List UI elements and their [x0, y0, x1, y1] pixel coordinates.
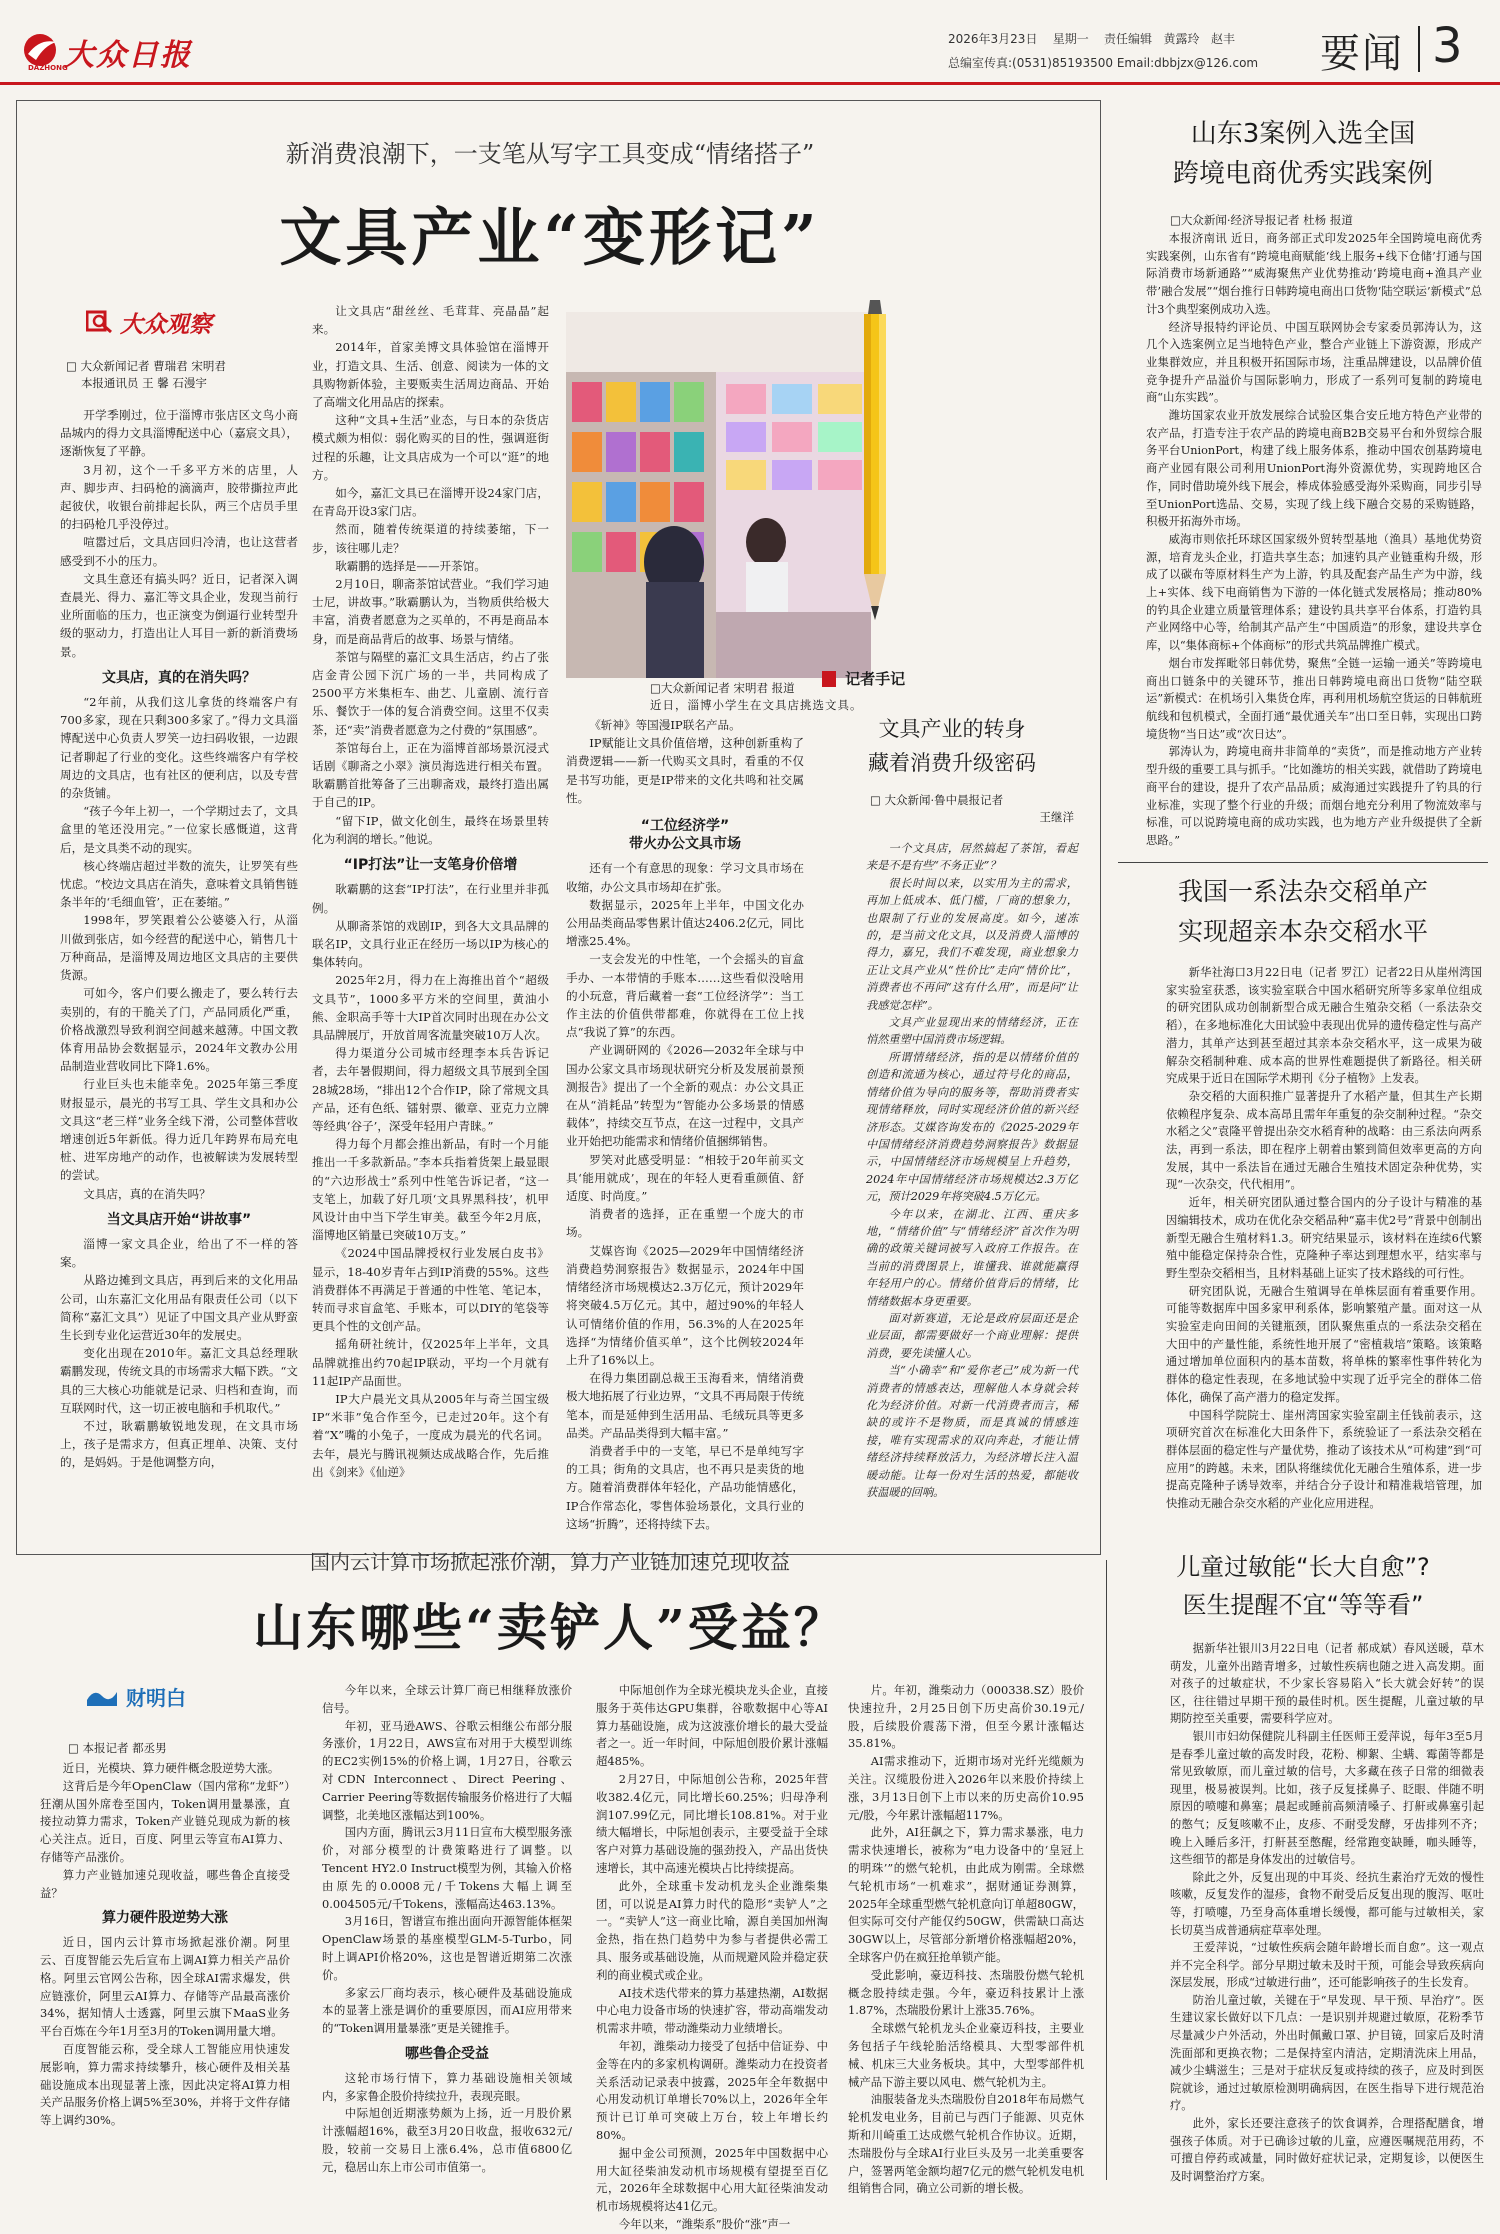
- paragraph: 产业调研网的《2026—2032年全球与中国办公家文具市场现状研究分析及发展前景预测报告》提出了一个全新的观点：办公文具正在从“消耗品”转型为“智能办公多场景的情感载体”，持续交互节点，在这一过程中，文具产业开始把功能需求和情绪价值捆绑销售。: [566, 1043, 804, 1149]
- paragraph: 很长时间以来，以实用为主的需求，再加上低成本、低门槛，厂商的想象力，也限制了行业的发展高度。如今，速冻的，是当前文化文具，以及消费人淄博的得力，嘉兄，我们不难发现，商业想象力正让文具产业从“性价比”走向“情价比”，消费者也不再问“这有什么用”，而是问“让我感觉怎样”。: [866, 876, 1078, 1012]
- paragraph: “留下IP，做文化创生，最终在场景里转化为利润的增长。”他说。: [312, 813, 549, 846]
- lead-column-3: [566, 716, 804, 1533]
- bottom-col1-paras: [40, 1760, 290, 1902]
- paragraph: 据新华社银川3月22日电（记者 郝成斌）春风送暖，草木萌发，儿童外出踏青增多，过敏性疾病也随之进入高发期。面对孩子的过敏症状，不少家长容易陷入“长大就会好转”的误区，往往错过早期干预的最佳时机。医生提醒，儿童过敏的早期防控至关重要，需要科学应对。: [1170, 1642, 1484, 1726]
- paragraph: 从路边摊到文具店，再到后来的文化用品公司，山东嘉汇文化用品有限责任公司（以下简称“嘉汇文具”）见证了中国文具产业从野蛮生长到专业化运营近30年的发展史。: [60, 1273, 298, 1342]
- paragraph: 2月10日，聊斋茶馆试营业。“我们学习迪士尼，讲故事。”耿霸鹏认为，当物质供给极大丰富，消费者愿意为之买单的，不再是商品本身，而是商品背后的故事、场景与情绪。: [312, 577, 549, 646]
- paragraph: 烟台市发挥毗邻日韩优势，聚焦“全链一运输一通关”等跨境电商出口链条中的关键环节，推出日韩跨境电商出口货物“陆空联运”新模式：在机场引入集货仓库，再利用机场航空货运的日韩航班航线和包机模式，全面打通“最优通关车”出口至日韩，实现出口跨境货物“当日达”或“次日达”。: [1146, 656, 1482, 741]
- paragraph: 文具店，真的在消失吗？: [83, 1186, 211, 1201]
- paragraph: 所谓情绪经济，指的是以情绪价值的创造和流通为核心，通过符号化的商品，情绪价值为导向的服务等，帮助消费者实现情绪释放，同时实现经济价值的新兴经济形态。艾媒咨询发布的《2025-2029年中国情绪经济消费趋势洞察报告》数据显示，中国情绪经济市场规模呈上升趋势，2024年中国情绪经济市场规模达2.3万亿元，预计2029年将突破4.5万亿元。: [866, 1050, 1078, 1204]
- right-top-divider: [1118, 862, 1488, 863]
- paragraph: 算力产业链加速兑现收益，哪些鲁企直接受益？: [40, 1867, 290, 1900]
- section-name: 要闻: [1320, 31, 1404, 77]
- paragraph: 近年，相关研究团队通过整合国内的分子设计与精准的基因编辑技术，成功在优化杂交稻品种“嘉丰优2号”背景中创制出新型无融合生殖材料1.3。研究结果显示，该材料在连续6代繁殖中能稳定保持杂合性，克隆种子率达到理想水平，结实率与野生型杂交稻相当，且材料基础上证实了技术路线的可行性。: [1166, 1196, 1482, 1280]
- paragraph: IP赋能让文具价值倍增，这种创新重构了消费逻辑——新一代购买文具时，看重的不仅是书写功能，更是IP带来的文化共鸣和社交属性。: [566, 736, 804, 805]
- right-top-byline: □大众新闻·经济导报记者 杜杨 报道: [1170, 213, 1353, 227]
- commentary-title: [822, 712, 1082, 780]
- magnifier-icon: [86, 308, 114, 334]
- paragraph: 这种“文具+生活”业态，与日本的杂货店模式颇为相似：弱化购买的目的性，强调逛街过程的乐趣，让文具店成为一个可以“逛”的地方。: [312, 413, 549, 482]
- bottom-col2b-paras: [322, 2070, 572, 2177]
- paragraph: 此外，全球重卡发动机龙头企业潍柴集团，可以说是AI算力时代的隐形“卖铲人”之一。“卖铲人”这一商业比喻，源自美国加州淘金热，指在热门趋势中为参与者提供必需工具、服务或基础设施，从而规避风险并稳定获利的商业模式或企业。: [596, 1878, 828, 1982]
- paragraph: 全球燃气轮机龙头企业豪迈科技，主要业务包括子午线轮胎活络模具、大型零部件机械、机床三大业务板块。其中，大型零部件机械产品下游主要以风电、燃气轮机为主。: [848, 2021, 1084, 2089]
- subhead-office-economy-1: “工位经济学”: [640, 818, 730, 835]
- commentary-title-2: 藏着消费升级密码: [868, 751, 1036, 775]
- subhead-hardware-stocks: 算力硬件股逆势大涨: [102, 1910, 228, 1927]
- lead-col1b-paras: [60, 693, 298, 1203]
- paragraph: 中国科学院院士、崖州湾国家实验室副主任钱前表示，这项研究首次在标准化大田条件下，系统验证了一系法杂交稻在群体层面的稳定性与产量优势，推动了该技术从“可构建”到“可应用”的跨越。未来，团队将继续优化无融合生殖体系，进一步提高克隆种子诱导效率，并结合分子设计和精准栽培管理，加快推动无融合杂交水稻的产业化应用进程。: [1166, 1408, 1482, 1511]
- pencil-icon: [842, 300, 912, 636]
- bottom-col1b-paras: [40, 1934, 290, 2130]
- lead-col3-paras: [566, 716, 804, 807]
- right-bottom-title: [1118, 1548, 1488, 1624]
- masthead-rule: [0, 82, 1500, 85]
- right-bottom-title-1: 儿童过敏能“长大自愈”?: [1176, 1553, 1430, 1581]
- paragraph: 此外，家长还要注意孩子的饮食调养，合理搭配膳食，增强孩子体质。对于已确诊过敏的儿童，应遵医嘱规范用药，不可擅自停药或减量，同时做好症状记录，定期复诊，以便医生及时调整治疗方案。: [1170, 2117, 1484, 2183]
- stationery-shop-photo: [566, 312, 871, 678]
- paragraph: 文具生意还有搞头吗？近日，记者深入调查晨光、得力、嘉汇等文具企业，发现当前行业所面临的压力，也正演变为倒逼行业转型升级的驱动力，打造出让人耳目一新的新消费场景。: [60, 571, 298, 659]
- right-mid-title: [1118, 872, 1488, 952]
- paragraph: 耿霸鹏的选择是——开茶馆。: [335, 558, 486, 573]
- right-mid-title-2: 实现超亲本杂交稻水平: [1177, 917, 1428, 946]
- proof-name: 赵丰: [1210, 32, 1235, 46]
- right-bottom-body: [1170, 1640, 1484, 2185]
- lead-byline: [66, 358, 296, 392]
- paragraph: 年初，潍柴动力接受了包括中信证券、中金等在内的多家机构调研。潍柴动力在投资者关系活动记录表中披露，2025年全年数据中心用发动机订单增长70%以上，2026年全年预计已订单可突破上万台，较上年增长约80%。: [596, 2038, 828, 2142]
- paragraph: 银川市妇幼保健院儿科副主任医师王爱萍说，每年3至5月是春季儿童过敏的高发时段，花粉、柳絮、尘螨、霉菌等都是常见致敏原，而儿童过敏的信号，大多藏在孩子日常的细微表现里，极易被误判。比如，孩子反复揉鼻子、眨眼、伴随不明原因的喷嚏和鼻塞；晨起或睡前高频清嗓子、打鼾或鼻塞引起的憋气；反复咳嗽不止，皮疹、不耐受发酵，牙齿排列不齐；晚上入睡后多汗，打鼾甚至憋醒，经常跑变缺睡，咖头睡等，这些细节的都是身体发出的过敏信号。: [1170, 1729, 1484, 1867]
- paragraph: 2025年2月，得力在上海推出首个“超级文具节”，1000多平方米的空间里，黄油小熊、金职高手等十大IP首次同时出现在办公文具品牌展厅，开放首周客流量突破10万人次。: [312, 973, 549, 1042]
- paragraph: 今年以来，在湖北、江西、重庆多地，“情绪价值”与“情绪经济”首次作为明确的政策关键词被写入政府工作报告。在当前的消费图景上，谁懂我、谁就能赢得年轻用户的心。情绪价值背后的情绪，比情绪数据本身更重要。: [866, 1207, 1078, 1308]
- paragraph: “2年前，从我们这儿拿货的终端客户有700多家，现在只剩300多家了。”得力文具淄博配送中心负责人罗笑一边扫码收银，一边跟记者聊起了行业的变化。这些终端客户有学校周边的文具店，也有社区的便利店，以及专营的杂货铺。: [60, 695, 298, 801]
- paragraph: 近日，光模块、算力硬件概念股逆势大涨。: [62, 1761, 280, 1775]
- issue-weekday: 星期一: [1052, 32, 1089, 46]
- paragraph: 年初，亚马逊AWS、谷歌云相继公布部分服务涨价，1月22日，AWS宣布对用于大模型训练的EC2实例15%的价格上调，1月27日，谷歌云对CDN Interconnect、Direct Peering、Carrier Peering等数据传输服务价格进行了大幅调整，北美地区涨幅达到100%。: [322, 1718, 572, 1822]
- paragraph: “孩子今年上初一，一个学期过去了，文具盒里的笔还没用完。”一位家长感慨道，这背后，是文具类不动的现实。: [60, 804, 298, 855]
- lead-col2b-paras: [312, 880, 549, 1481]
- paragraph: 一支会发光的中性笔，一个会摇头的盲盒手办、一本带情的手账本……这些看似没啥用的小玩意，背后藏着一套“工位经济学”：当工作主法的价值供带都难，你就得在工位上找点“我说了算”的东西。: [566, 952, 804, 1040]
- subhead-office-economy-2: 带火办公文具市场: [629, 836, 741, 853]
- right-top-title: [1118, 114, 1488, 194]
- photo-caption-text: 近日，淄博小学生在文具店挑选文具。: [650, 698, 863, 712]
- column-logo-text: 大众观察: [120, 311, 212, 338]
- bottom-vertical-divider: [1106, 1560, 1107, 2180]
- masthead-contact: 总编室传真:(0531)85193500 Email:dbbjzx@126.com: [948, 56, 1259, 70]
- logo-emblem-icon: [22, 32, 62, 68]
- paragraph: 3月初，这个一千多平方米的店里，人声、脚步声、扫码枪的滴滴声，胶带撕拉声此起彼伏，收银台前排起长队，两三个店员手里的扫码枪几乎没停过。: [60, 462, 298, 532]
- subhead-store-vanishing: 文具店，真的在消失吗？: [102, 669, 256, 686]
- paragraph: 还有一个有意思的现象：学习文具市场在收缩，办公文具市场却在扩张。: [566, 861, 804, 894]
- bottom-column-logo-text: 财明白: [126, 1686, 186, 1710]
- paragraph: 2月27日，中际旭创公告称，2025年营收382.4亿元，同比增长60.25%；归母净利润107.99亿元，同比增长108.81%。对于业绩大幅增长，中际旭创表示，主要受益于全球客户对算力基础设施的强劲投入，产品出货快速增长，其中高速光模块占比持续提高。: [596, 1771, 828, 1875]
- commentary-title-1: 文具产业的转身: [878, 717, 1026, 741]
- paragraph: 今年以来，“潍柴系”股价“涨”声一: [618, 2216, 791, 2231]
- paragraph: 郭涛认为，跨境电商井非简单的“卖货”，而是推动地方产业转型升级的重要工具与抓手。“比如潍坊的相关实践，就借助了跨境电商平台的建设，提升了农产品品质；威海通过实践提升了钓具的行业标准，实现了整个行业的升级；而烟台地充分利用了物流效率与标准，可以说跨境电商的成功实践，也为地方产业升级提供了全新思路。”: [1146, 745, 1482, 847]
- paragraph: 这轮市场行情下，算力基础设施相关领域内，多家鲁企股价持续拉升，表现亮眼。: [322, 2070, 572, 2103]
- paragraph: 文具产业显现出来的情绪经济，正在悄然重塑中国消费市场逻辑。: [866, 1016, 1078, 1047]
- paragraph: 一个文具店，居然搞起了茶馆，看起来是不是有些“不务正业”？: [866, 842, 1078, 873]
- bottom-column-2: [322, 1682, 572, 2177]
- paragraph: 中际旭创近期涨势颇为上扬，近一月股价累计涨幅超16%，截至3月20日收盘，报收632元/股，较前一交易日上涨6.4%，总市值6800亿元，稳居山东上市公司市值第一。: [322, 2106, 572, 2174]
- paragraph: 如今，嘉汇文具已在淄博开设24家门店，在青岛开设3家门店。: [312, 486, 549, 519]
- subhead-beneficiaries: 哪些鲁企受益: [405, 2045, 489, 2062]
- bottom-column-4: [848, 1682, 1084, 2198]
- paragraph: 消费者的选择，正在重塑一个庞大的市场。: [566, 1207, 804, 1240]
- paragraph: 《2024中国品牌授权行业发展白皮书》显示，18-40岁青年占到IP消费的55%。这些消费群体不再满足于普通的中性笔、笔记本，转而寻求盲盒笔、手账本，可以DIY的笔袋等更具个性的文创产品。: [312, 1246, 549, 1334]
- bottom-kicker: 国内云计算市场掀起涨价潮，算力产业链加速兑现收益: [310, 1550, 790, 1574]
- paragraph: 罗笑对此感受明显：“相较于20年前买文具‘能用就成’，现在的年轻人更看重颜值、舒适度、时尚度。”: [566, 1152, 804, 1204]
- paragraph: AI技术迭代带来的算力基建热潮，AI数据中心电力设备市场的快速扩容，带动高端发动机需求井喷，带动潍柴动力业绩增长。: [596, 1985, 828, 2036]
- paragraph: 掘中金公司预测，2025年中国数据中心用大缸径柴油发动机市场规模有望提至百亿元，2026年全球数据中心用大缸径柴油发动机市场规模将达41亿元。: [596, 2145, 828, 2214]
- paragraph: IP大户晨光文具从2005年与奇兰国宝级IP“米菲”兔合作至今，已走过20年。这个有着“X”嘴的小兔子，一度成为晨光的代名词。去年，晨光与腾讯视频达成战略合作，先后推出《剑来》《仙逆》: [312, 1391, 549, 1479]
- paragraph: 行业巨头也未能幸免。2025年第三季度财报显示，晨光的书写工具、学生文具和办公文具这“老三样”业务全线下滑，公司整体营收增速创近5年新低。得力近几年跨界布局充电桩、进军房地产的动作，也被解读为发展转型的尝试。: [60, 1077, 298, 1183]
- paragraph: 除此之外，反复出现的中耳炎、经抗生素治疗无效的慢性咳嗽，反复发作的湿疹，食物不耐受后反复出现的腹泻、呕吐等，打喷嚏，乃至身高体重增长缓慢，都可能与过敏相关，家长切莫当成普通病症草率处理。: [1170, 1870, 1484, 1937]
- commentary-byline: [870, 792, 1080, 826]
- bottom-col2-paras: [322, 1682, 572, 2038]
- paragraph: 核心终端店超过半数的流失，让罗笑有些忧虑。“校边文具店在消失，意味着文具销售链条半年的‘毛细血管’，正在萎缩。”: [60, 858, 298, 910]
- paragraph: 杂交稻的大面积推广显著提升了水稻产量，但其生产长期依赖程序复杂、成本高昂且需年年重复的杂交制种过程。“杂交水稻之父”袁隆平曾提出杂交水稻育种的战略：由三系法向两系法，再到一系法，即在程序上朝着由繁到简但效率更高的方向发展，其中一系法旨在通过无融合生殖技术固定杂种优势，实现“一次杂交，代代相用”。: [1166, 1089, 1482, 1192]
- paragraph: 多家云厂商均表示，核心硬件及基础设施成本的显著上涨是调价的重要原因，而AI应用带来的“Token调用量暴涨”更是关键推手。: [322, 1985, 572, 2036]
- subhead-storytelling: 当文具店开始“讲故事”: [106, 1211, 252, 1228]
- commentary-label: [822, 668, 905, 692]
- masthead-meta: [948, 30, 1235, 47]
- lead-col1c-paras: [60, 1235, 298, 1472]
- page-number: 3: [1432, 18, 1463, 74]
- paragraph: 防治儿童过敏，关键在于“早发现、早干预、早治疗”。医生建议家长做好以下几点：一是识别并规避过敏原，花粉季节尽量减少户外活动，外出时佩戴口罩、护目镜，回家后及时清洗面部和更换衣物；二是保持室内清洁，定期清洗床上用品，减少尘螨滋生；三是对于症状反复或持续的孩子，应及时到医院就诊，通过过敏原检测明确病因，在医生指导下进行规范治疗。: [1170, 1993, 1484, 2113]
- paragraph: 《斩神》等国漫IP联名产品。: [589, 718, 741, 732]
- paragraph: 面对新赛道，无论是政府层面还是企业层面，都需要做好一个商业理解：提供消费，要先读懂人心。: [866, 1311, 1078, 1360]
- commentary-body: [866, 840, 1078, 1501]
- lead-column-1: [60, 406, 298, 1472]
- subhead-ip-strategy: “IP打法”让一支笔身价倍增: [343, 857, 518, 874]
- paragraph: 摇角研社统计，仅2025年上半年，文具品牌就推出约70起IP联动，平均一个月就有11起IP产品面世。: [312, 1337, 549, 1388]
- paragraph: 得力渠道分公司城市经理李本兵告诉记者，去年暑假期间，得力超级文具节展到全国28城28场，“排出12个合作IP，除了常规文具产品，还有色纸、镭射票、徽章、亚克力立牌等经典‘谷子’，深受年轻用户青睐。”: [312, 1046, 549, 1133]
- paragraph: 从聊斋茶馆的戏剧IP，到各大文具品牌的联名IP，文具行业正在经历一场以IP为核心的集体转向。: [312, 918, 549, 970]
- paragraph: 开学季刚过，位于淄博市张店区文鸟小商品城内的得力文具淄博配送中心（嘉宸文具），逐渐恢复了平静。: [60, 408, 298, 459]
- column-logo: [86, 306, 256, 336]
- paragraph: 国内方面，腾讯云3月11日宣布大模型服务涨价，对部分模型的计费策略进行了调整。以Tencent HY2.0 Instruct模型为例，其输入价格由原先的0.0008元/千Tokens大幅上调至0.004505元/千Tokens，涨幅高达463.13%。: [322, 1825, 572, 1911]
- lead-col3b-paras: [566, 859, 804, 1533]
- wave-icon: [86, 1686, 118, 1708]
- paragraph: 片。年初，潍柴动力（000338.SZ）股价快速拉升，2月25日创下历史高价30.19元/股，后续股价震荡下滑，但至今累计涨幅达35.81%。: [848, 1683, 1084, 1751]
- photo-credit: □大众新闻记者 宋明君 报道: [650, 681, 795, 695]
- lead-col2-paras: [312, 302, 549, 848]
- section-divider: [1418, 26, 1420, 72]
- paragraph: 在得力集团副总裁王玉海看来，情绪消费极大地拓展了行业边界，“文具不再局限于传统笔本，而是延伸到生活用品、毛绒玩具等更多品类。产品品类得到大幅丰富。”: [566, 1371, 804, 1440]
- paragraph: 本报济南讯 近日，商务部正式印发2025年全国跨境电商优秀实践案例，山东省有“跨境电商赋能‘线上服务+线下仓储’打通与国际消费市场新通路”“威海聚焦产业优势推动‘跨境电商+渔具产业带’融合发展”“烟台推行日韩跨境电商出口货物‘陆空联运’新模式”总计3个典型案例成功入选。: [1146, 232, 1482, 316]
- paragraph: 茶馆与隔壁的嘉汇文具生活店，约占了张店金青公园下沉广场的一半，共同构成了2500平方米集柜车、曲艺、儿童剧、流行音乐、餐饮于一体的复合消费空间。这里不仅卖茶，还“卖”消费者愿意为之付费的“氛围感”。: [312, 649, 549, 737]
- paragraph: 研究团队说，无融合生殖调导在单株层面有着重要作用。可能等数据库中国多家甲利系体，影响繁殖产量。面对这一从实验室走向田间的关键瓶颈，团队聚焦重点的一系法杂交稻在大田中的产量性能，系统性地开展了“密植栽培”策略。该策略通过增加单位面积内的基本苗数，将单株的繁率性事件转化为群体的稳定性表现，在多地试验中实现了近乎完全的群体二倍体化，确保了高产潜力的稳定发挥。: [1166, 1284, 1482, 1404]
- paragraph: 百度智能云称，受全球人工智能应用快速发展影响，算力需求持续攀升，核心硬件及相关基础设施成本出现显著上涨，因此决定将AI算力相关产品服务价格上调5%至30%，并将于文件存储等上调约30%。: [40, 2041, 290, 2128]
- commentary-byline-1: □ 大众新闻·鲁中晨报记者: [870, 793, 1004, 807]
- commentary-marker-icon: [822, 671, 836, 687]
- paragraph: 让文具店“甜丝丝、毛茸茸、亮晶晶”起来。: [312, 304, 549, 337]
- lead-byline-2: 本报通讯员 王 馨 石漫宇: [80, 376, 207, 390]
- lead-kicker: 新消费浪潮下，一支笔从写字工具变成“情绪搭子”: [285, 140, 815, 168]
- right-top-body: [1146, 230, 1482, 850]
- paragraph: 受此影响，豪迈科技、杰瑞股份燃气轮机概念股持续走强。今年，豪迈科技累计上涨1.87%，杰瑞股份累计上涨35.76%。: [848, 1967, 1084, 2018]
- paragraph: 经济导报特约评论员、中国互联网协会专家委员郭涛认为，这几个入选案例立足当地特色产业，整合产业链上下游资源，形成产业集群效应，并且积极开拓国际市场，注重品牌建设，以品牌价值竞争提升产品溢价与国际影响力，形成了一系列可复制的跨境电商“山东实践”。: [1146, 320, 1482, 405]
- paragraph: 可如今，客户们要么搬走了，要么转行去卖别的，有的干脆关了门，产品同质化严重，价格战激烈导致利润空间越来越薄。中国文教体育用品协会数据显示，2024年文教办公用品制造业营收同比下降1.6%。: [60, 986, 298, 1074]
- paragraph: 数据显示，2025年上半年，中国文化办公用品类商品零售累计值达2406.2亿元，同比增涨25.4%。: [566, 897, 804, 949]
- editor-name: 黄露玲: [1163, 32, 1200, 46]
- logo-text: 大众日报: [64, 38, 192, 73]
- paragraph: 1998年，罗笑跟着公公婆婆入行，从淄川做到张店，如今经营的配送中心，销售几十万种商品，是淄博及周边地区文具店的主要供货源。: [60, 913, 298, 983]
- right-top-title-1: 山东3案例入选全国: [1190, 119, 1416, 149]
- paragraph: AI需求推动下，近期市场对光纤光缆颇为关注。汉缆股份进入2026年以来股价持续上涨，3月13日创下上市以来的历史高价10.95元/股，今年累计涨幅超117%。: [848, 1754, 1084, 1822]
- paragraph: 今年以来，全球云计算厂商已相继释放涨价信号。: [322, 1683, 572, 1715]
- paragraph: 变化出现在2010年。嘉汇文具总经理耿霸鹏发现，传统文具的市场需求大幅下跌。“文具的三大核心功能就是记录、归档和查询，而互联网时代，这一切正被电脑和手机取代。”: [60, 1346, 298, 1415]
- subhead-office-economy: [566, 817, 804, 853]
- right-bottom-title-2: 医生提醒不宜“等等看”: [1182, 1591, 1424, 1619]
- bottom-column-1: [40, 1760, 290, 2130]
- issue-date: 2026年3月23日: [948, 32, 1038, 46]
- paragraph: 当“小确幸”和“爱你老己”成为新一代消费者的情感表达，理解他人本身就会转化为经济价值。对新一代消费者而言，稀缺的或许不是物质，而是真诚的情感连接，唯有实现需求的双向奔赴，才能让情绪经济持续释放活力，为经济增长注入温暖动能。让每一份对生活的热爱，都能收获温暖的回响。: [866, 1364, 1078, 1500]
- paragraph: 消费者手中的一支笔，早已不是单纯写字的工具；街角的文具店，也不再只是卖货的地方。随着消费群体年轻化，产品功能情感化，IP合作常态化，零售体验场景化，文具行业的这场“折腾”，还将持续下去。: [566, 1443, 804, 1531]
- paragraph: 耿霸鹏的这套“IP打法”，在行业里并非孤例。: [312, 882, 549, 915]
- paragraph: 此外，AI狂飙之下，算力需求暴涨，电力需求快速增长，被称为“电力设备中的‘皇冠上的明珠’”的燃气轮机，由此成为刚需。全球燃气轮机市场“一机难求”，据财通证券测算，2025年全球重型燃气轮机意向订单超80GW，但实际可交付产能仅约50GW，供需缺口高达30GW以上，尽管部分新增价格涨幅超20%，全球客户仍在疯狂抢单锁产能。: [848, 1825, 1084, 1964]
- paragraph: 2014年，首家美博文具体验馆在淄博开业，打造文具、生活、创意、阅读为一体的文具购物新体验，主要贩卖生活周边商品、开始了高端文化用品店的探索。: [312, 340, 549, 410]
- lead-byline-1: □ 大众新闻记者 曹瑞君 宋明君: [66, 359, 226, 373]
- bottom-byline: □ 本报记者 都丞男: [68, 1741, 167, 1755]
- paragraph: 淄博一家文具企业，给出了不一样的答案。: [60, 1236, 298, 1270]
- paragraph: 茶馆每台上，正在为淄博首部场景沉浸式话剧《聊斋之小翠》演员海选进行相关布置。耿霸鹏首批筹备了三出聊斋戏，最终打造出属于自己的IP。: [312, 740, 549, 810]
- paragraph: 不过，耿霸鹏敏锐地发现，在文具市场上，孩子是需求方，但真正埋单、决策、支付的，是妈妈。于是他调整方向，: [60, 1418, 298, 1470]
- paragraph: 油服装备龙头杰瑞股份自2018年布局燃气轮机发电业务，目前已与西门子能源、贝克休斯和川崎重工达成燃气轮机合作协议。近期，杰瑞股份与全球AI行业巨头及另一北美重要客户，签署两笔金额均超7亿元的燃气轮机发电机组销售合同，确立公司新的增长极。: [848, 2092, 1084, 2196]
- editor-label: 责任编辑: [1104, 32, 1153, 46]
- paragraph: 这背后是今年OpenClaw（国内常称“龙虾”）狂潮从国外席卷至国内，Token调用量暴涨，直接拉动算力需求，Token产业链兑现成为新的核心关注点。近日，百度、阿里云等宣布AI算力、存储等产品涨价。: [40, 1778, 290, 1864]
- commentary-label-text: 记者手记: [845, 670, 906, 688]
- paragraph: 艾媒咨询《2025—2029年中国情绪经济消费趋势洞察报告》数据显示，2024年中国情绪经济市场规模达2.3万亿元，预计2029年将突破4.5万亿元。其中，超过90%的年轻人认可情绪价值的作用，56.3%的人在2025年选择“为情绪价值买单”，这个比例较2024年上升了16%以上。: [566, 1243, 804, 1367]
- lead-column-2: [312, 302, 549, 1481]
- lead-title: 文具产业“变形记”: [279, 201, 821, 274]
- pencil-graphic: [842, 300, 912, 636]
- right-mid-body: [1166, 964, 1482, 1513]
- lead-photo: [566, 312, 871, 678]
- paragraph: 新华社海口3月22日电（记者 罗江）记者22日从崖州湾国家实验室获悉，该实验室联合中国水稻研究所等多家单位组成的研究团队成功创制新型合成无融合生殖杂交稻（一系法杂交稻），在多地标准化大田试验中表现出优异的遗传稳定性与高产潜力，其单产达到甚至超过其亲本杂交稻水平，这一成果为破解杂交稻制种难、成本高的世界性难题提供了新路径。相关研究成果于近日在国际学术期刊《分子植物》上发表。: [1166, 966, 1482, 1086]
- bottom-title: 山东哪些“卖铲人”受益？: [253, 1598, 847, 1657]
- paragraph: 潍坊国家农业开放发展综合试验区集合安丘地方特色产业带的农产品，打造专注于农产品的跨境电商B2B交易平台和外贸综合服务平台UnionPort，构建了线上服务体系，推动中国农创基跨境电商产业园有限公司利用UnionPort海外资源优势，实现跨地区合作，同时借助境外线下展会，棒成体验感受海外采购商，同步引导至UnionPort选品、交易，实现了线上线下融合交易的采购链路，积极开拓海外市场。: [1146, 409, 1482, 529]
- right-top-title-2: 跨境电商优秀实践案例: [1172, 159, 1433, 189]
- newspaper-logo: [22, 30, 202, 73]
- paragraph: 近日，国内云计算市场掀起涨价潮。阿里云、百度智能云先后宣布上调AI算力相关产品价格。阿里云官网公告称，因全球AI需求爆发，供应链涨价，阿里云AI算力、存储等产品最高涨价34%，据知情人士透露，阿里云旗下MaaS业务平台百炼在今年1月至3月的Token调用量大增。: [40, 1935, 290, 2039]
- bottom-column-3: [596, 1682, 828, 2234]
- paragraph: 得力每个月都会推出新品，有时一个月能推出一千多款新品。”李本兵指着货架上最显眼的“六边形战士”系列中性笔告诉记者，“这一支笔上，加载了好几项‘文具界黑科技’，机甲风设计由中当下学生审美。截至今年2月底，淄博地区销量已突破10万支。”: [312, 1137, 549, 1243]
- paragraph: 中际旭创作为全球光模块龙头企业，直接服务于英伟达GPU集群，谷歌数据中心等AI算力基础设施，成为这波涨价增长的最大受益者之一。近一年时间，中际旭创股价累计涨幅超485%。: [596, 1683, 828, 1769]
- right-mid-title-1: 我国一系法杂交稻单产: [1177, 877, 1428, 906]
- masthead: [0, 0, 1500, 78]
- paragraph: 3月16日，智谱宣布推出面向开源智能体框架OpenClaw场景的基座模型GLM-5-Turbo，同时上调API价格20%，这也是智谱近期第二次涨价。: [322, 1914, 572, 1982]
- commentary-byline-2: 王继洋: [1039, 810, 1074, 824]
- paragraph: 王爱萍说，“过敏性疾病会随年龄增长而自愈”。这一观点并不完全科学。部分早期过敏未及时干预，可能会导致疾病向深层发展，形成“过敏进行曲”，还可能影响孩子的生长发育。: [1170, 1941, 1484, 1990]
- lead-col1-paras: [60, 406, 298, 661]
- paragraph: 威海市则依托环球区国家级外贸转型基地（渔具）基地优势资源，培育龙头企业，打造共享生态；加速钓具产业链重构升级，形成了以碳布等原材料生产为上游，钓具及配套产品生产为中游，线上+实体、线下电商销售为下游的一体化链式发展格局；推动80%的钓具企业建立质量管理体系；建设钓具共享平台体系，打造钓具产业网络中心等，给制其产品产生“中国质造”的形象，建设共享仓库，以“集体商标+个体商标”的形式共筑品牌推广模式。: [1146, 532, 1482, 653]
- paragraph: 喧嚣过后，文具店回归冷清，也让这营者感受到不小的压力。: [60, 535, 298, 568]
- logo-sub: DAZHONG: [28, 64, 68, 72]
- paragraph: 然而，随着传统渠道的持续萎缩，下一步，该往哪儿走？: [312, 522, 549, 555]
